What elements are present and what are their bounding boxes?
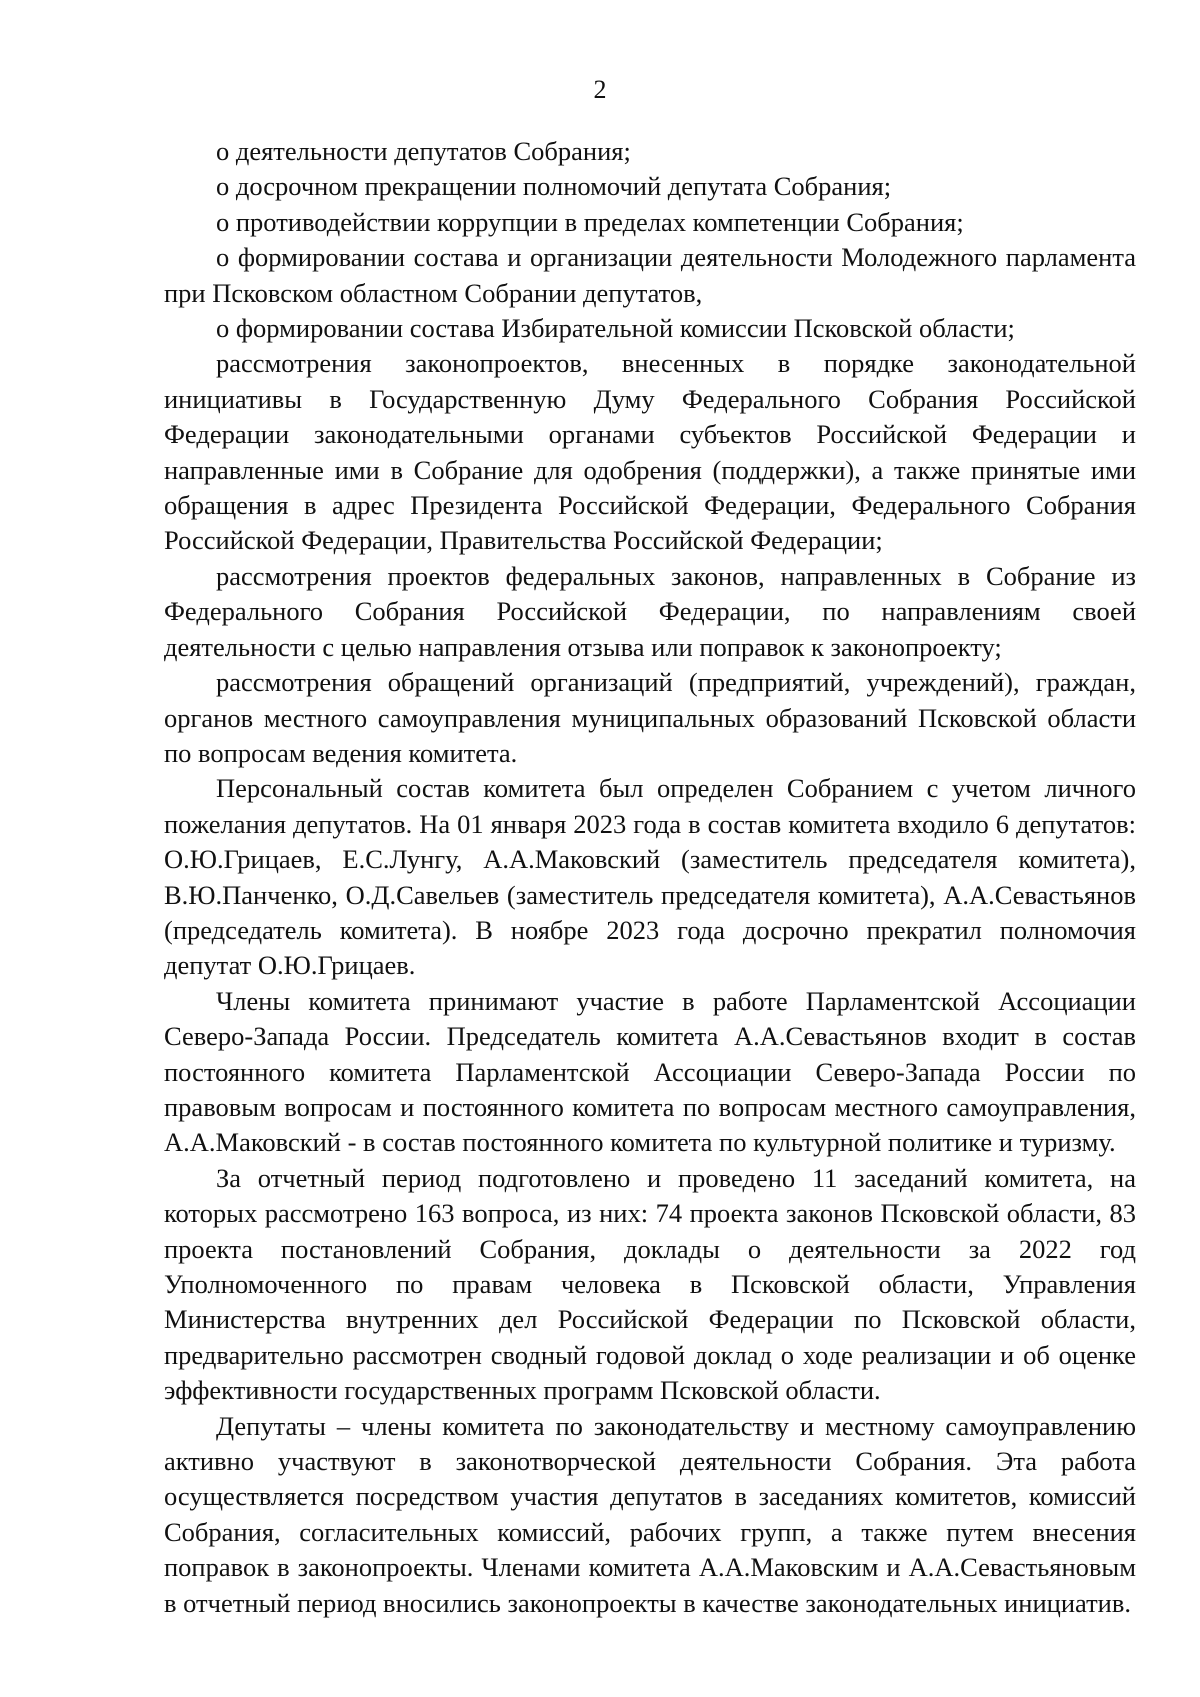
paragraph-12: Депутаты – члены комитета по законодательству и местному самоуправлению активно участвуют в законотворческой деятельности Собрания. Эта работа осуществляется посредством участия депутатов в заседаниях комитетов, комиссий Собрания, согласительных комиссий, рабочих групп, а также путем внесения поправок в законопроекты. Членами комитета А.А.Маковским и А.А.Севастьяновым в отчетный период вносились законопроекты в качестве законодательных инициатив.: [164, 1410, 1136, 1618]
paragraph-3: о противодействии коррупции в пределах компетенции Собрания;: [216, 206, 964, 237]
page-number: 2: [593, 75, 607, 104]
paragraph-1: о деятельности депутатов Собрания;: [216, 136, 631, 166]
paragraph-5: о формировании состава Избирательной комиссии Псковской области;: [216, 313, 1015, 344]
paragraph-8: рассмотрения обращений организаций (предприятий, учреждений), граждан, органов местного самоуправления муниципальных образований Псковской области по вопросам ведения комитета.: [164, 667, 1136, 768]
paragraph-2: о досрочном прекращении полномочий депутата Собрания;: [216, 171, 892, 202]
document-body: [164, 134, 1136, 1621]
paragraph-10: Члены комитета принимают участие в работе Парламентской Ассоциации Северо-Запада России. Председатель комитета А.А.Севастьянов входит в состав постоянного комитета Парламентской Ассоциации Северо-Запада России по правовым вопросам и постоянного комитета по вопросам местного самоуправления, А.А.Маковский - в состав постоянного комитета по культурной политике и туризму.: [164, 985, 1136, 1158]
paragraph-6: рассмотрения законопроектов, внесенных в порядке законодательной инициативы в Государственную Думу Федерального Собрания Российской Федерации законодательными органами субъектов Российской Федерации и направленные ими в Собрание для одобрения (поддержки), а также принятые ими обращения в адрес Президента Российской Федерации, Федерального Собрания Российской Федерации, Правительства Российской Федерации;: [164, 348, 1136, 556]
paragraph-9: Персональный состав комитета был определен Собранием с учетом личного пожелания депутатов. На 01 января 2023 года в состав комитета входило 6 депутатов: О.Ю.Грицаев, Е.С.Лунгу, А.А.Маковский (заместитель председателя комитета), В.Ю.Панченко, О.Д.Савельев (заместитель председателя комитета), А.А.Севастьянов (председатель комитета). В ноябре 2023 года досрочно прекратил полномочия депутат О.Ю.Грицаев.: [164, 773, 1136, 981]
paragraph-7: рассмотрения проектов федеральных законов, направленных в Собрание из Федерального Собрания Российской Федерации, по направлениям своей деятельности с целью направления отзыва или поправок к законопроекту;: [164, 560, 1136, 662]
paragraph-11: За отчетный период подготовлено и проведено 11 заседаний комитета, на которых рассмотрено 163 вопроса, из них: 74 проекта законов Псковской области, 83 проекта постановлений Собрания, доклады о деятельности за 2022 год Уполномоченного по правам человека в Псковской области, Управления Министерства внутренних дел Российской Федерации по Псковской области, предварительно рассмотрен сводный годовой доклад о ходе реализации и об оценке эффективности государственных программ Псковской области.: [164, 1162, 1136, 1406]
paragraph-4: о формировании состава и организации деятельности Молодежного парламента при Псковском областном Собрании депутатов,: [164, 242, 1136, 308]
